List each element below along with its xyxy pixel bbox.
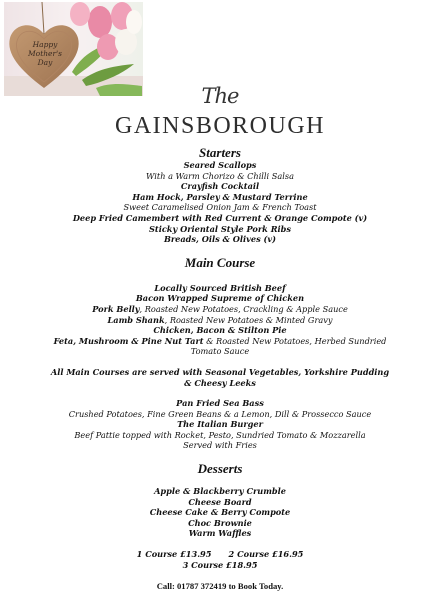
dessert-item: Cheese Cake & Berry Compote: [149, 507, 291, 518]
booking-call-line: Call: 01787 372419 to Book Today.: [156, 581, 284, 592]
starter-item-name: Seared Scallops: [183, 160, 257, 170]
main-course-note: All Main Courses are served with Seasonal Vegetables, Yorkshire Pudding: [50, 366, 390, 377]
heart-sign-line-1: Happy: [32, 40, 58, 49]
main-item-name: Bacon Wrapped Supreme of Chicken: [135, 293, 305, 304]
main-item-name: Chicken, Bacon & Stilton Pie: [153, 325, 287, 336]
main-item-name: Lamb Shank: [107, 314, 165, 325]
desserts-title: Desserts: [197, 461, 243, 477]
starters-title: Starters: [199, 145, 241, 160]
main-item-desc: , Roasted New Potatoes, Crackling & Apple Sauce: [139, 303, 348, 314]
main-item-desc: , Roasted New Potatoes & Minted Gravy: [164, 314, 333, 325]
main-extra-name: Pan Fried Sea Bass: [176, 398, 264, 409]
restaurant-logo: [100, 82, 340, 142]
main-item-desc: & Roasted New Potatoes, Herbed Sundried: [203, 335, 387, 346]
spacer: [0, 451, 440, 461]
dessert-item: Cheese Board: [188, 496, 252, 507]
starter-item-name: Crayfish Cocktail: [180, 181, 260, 192]
main-course-note: & Cheesy Leeks: [184, 377, 256, 388]
starter-item-name: Deep Fried Camembert with Red Current & Orange Compote (v): [72, 212, 368, 223]
main-item-line: [0, 315, 440, 326]
starter-item-desc: With a Warm Chorizo & Chilli Salsa: [146, 170, 294, 181]
main-course-title: Main Course: [184, 254, 256, 270]
main-item-line: [0, 304, 440, 315]
main-item-name: Locally Sourced British Beef: [154, 282, 286, 293]
main-item-line: [0, 336, 440, 347]
starter-item-desc: Sweet Caramelised Onion Jam & French Toast: [123, 202, 317, 213]
spacer: [0, 357, 440, 367]
heart-sign-line-3: Day: [37, 58, 53, 67]
spacer: [0, 388, 440, 398]
main-extra-desc: Crushed Potatoes, Fine Green Beans & a Lemon, Dill & Prossecco Sauce: [68, 408, 372, 419]
price-line: 1 Course £13.95 2 Course £16.95: [136, 549, 304, 560]
starter-item-name: Ham Hock, Parsley & Mustard Terrine: [132, 191, 308, 202]
menu: [0, 145, 440, 592]
main-item-desc: Tomato Sauce: [190, 346, 250, 357]
dessert-item: Warm Waffles: [188, 528, 252, 539]
heart-sign-line-2: Mother's: [28, 49, 62, 58]
main-item-name: Pork Belly: [92, 303, 140, 314]
main-item-name: Feta, Mushroom & Pine Nut Tart: [53, 335, 204, 346]
spacer: [0, 270, 440, 283]
dessert-item: Apple & Blackberry Crumble: [154, 486, 286, 497]
dessert-item: Choc Brownie: [188, 517, 252, 528]
starter-item-name: Sticky Oriental Style Pork Ribs: [149, 223, 291, 234]
spacer: [0, 245, 440, 255]
price-line: 3 Course £18.95: [182, 560, 258, 571]
heart-sign-text: [16, 40, 74, 67]
spacer: [0, 539, 440, 549]
spacer: [0, 476, 440, 486]
main-extra-name: The Italian Burger: [177, 419, 263, 430]
main-extra-desc: Served with Fries: [183, 440, 257, 451]
main-extra-desc: Beef Pattie topped with Rocket, Pesto, Sundried Tomato & Mozzarella: [74, 429, 366, 440]
spacer: [0, 571, 440, 581]
logo-name: GAINSBOROUGH: [114, 113, 325, 139]
starter-item-name: Breads, Oils & Olives (v): [163, 234, 277, 245]
logo-script: The: [201, 84, 239, 108]
